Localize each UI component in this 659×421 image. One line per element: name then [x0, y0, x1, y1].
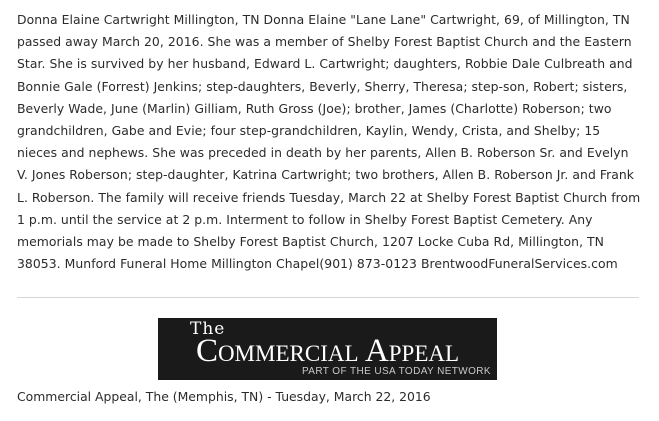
- logo-name-text: Commercial Appeal: [195, 333, 460, 369]
- newspaper-logo: [158, 318, 497, 380]
- source-line: Commercial Appeal, The (Memphis, TN) - Tuesday, March 22, 2016: [17, 389, 431, 404]
- divider: [17, 297, 639, 298]
- logo-network-text: PART OF THE USA TODAY NETWORK: [301, 366, 491, 377]
- logo-the-text: The: [190, 319, 226, 339]
- obituary-text: Donna Elaine Cartwright Millington, TN Donna Elaine "Lane Lane" Cartwright, 69, of Millington, TN passed away March 20, 2016. She was a member of Shelby Forest Baptist Church and the Eastern Star. She is survived by her husband, Edward L. Cartwright; daughters, Robbie Dale Culbreath and Bonnie Gale (Forrest) Jenkins; step-daughters, Beverly, Sherry, Theresa; step-son, Robert; sisters, Beverly Wade, June (Marlin) Gilliam, Ruth Gross (Joe); brother, James (Charlotte) Roberson; two grandchildren, Gabe and Evie; four step-grandchildren, Kaylin, Wendy, Crista, and Shelby; 15 nieces and nephews. She was preceded in death by her parents, Allen B. Roberson Sr. and Evelyn V. Jones Roberson; step-daughter, Katrina Cartwright; two brothers, Allen B. Roberson Jr. and Frank L. Roberson. The family will receive friends Tuesday, March 22 at Shelby Forest Baptist Church from 1 p.m. until the service at 2 p.m. Interment to follow in Shelby Forest Baptist Cemetery. Any memorials may be made to Shelby Forest Baptist Church, 1207 Locke Cuba Rd, Millington, TN 38053. Munford Funeral Home Millington Chapel(901) 873-0123 BrentwoodFuneralServices.com: [17, 12, 641, 272]
